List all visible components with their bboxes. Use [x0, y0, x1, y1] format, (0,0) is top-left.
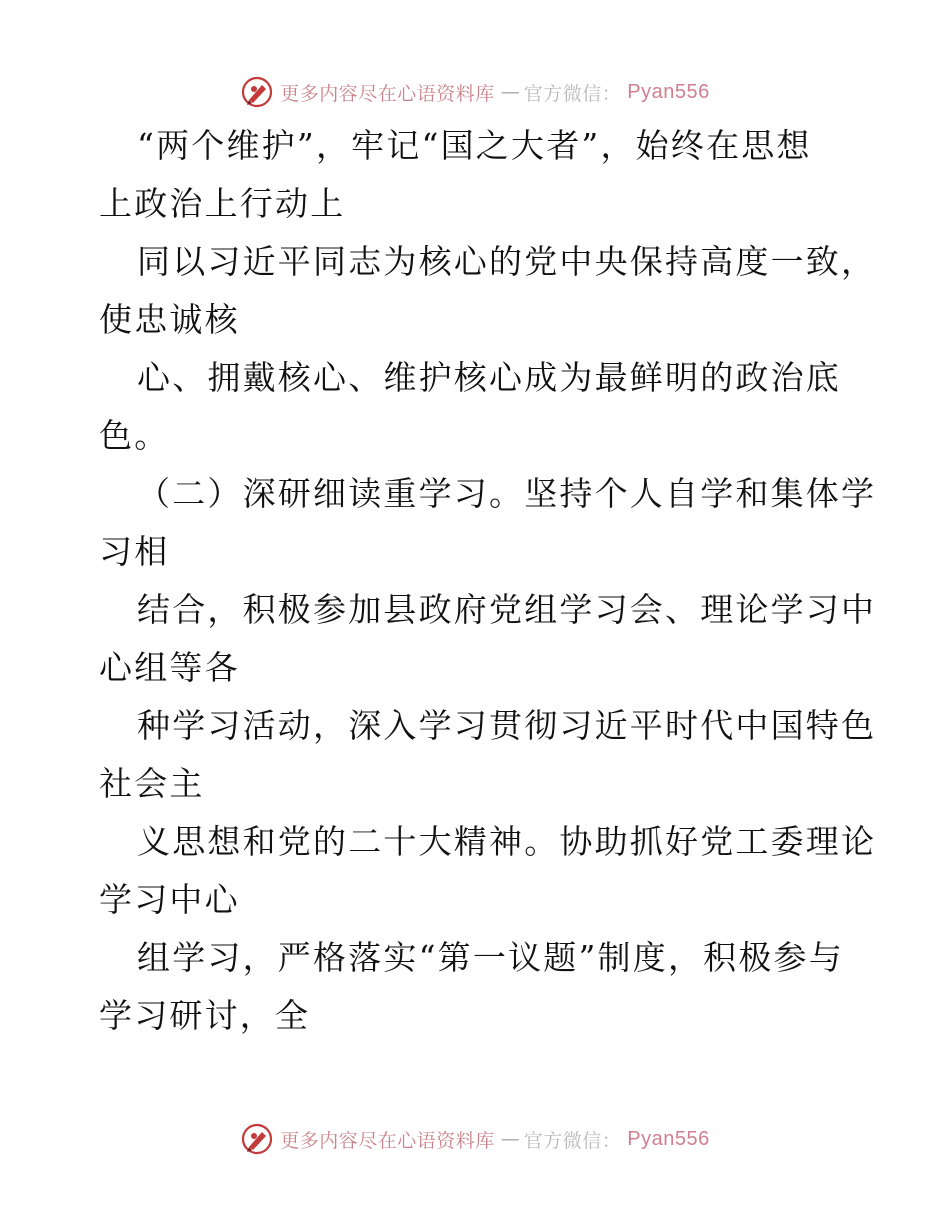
- text-line: 同以习近平同志为核心的党中央保持高度一致，: [137, 242, 877, 281]
- text-line: 组学习，严格落实“第一议题”制度，积极参与: [137, 938, 844, 977]
- watermark-dash: —: [500, 1128, 518, 1150]
- text-line: 使忠诚核: [99, 300, 240, 339]
- footer-watermark: [0, 1119, 950, 1159]
- text-line: 色。: [99, 416, 170, 455]
- pen-logo-icon: [240, 75, 274, 109]
- pen-logo-icon: [240, 1122, 274, 1156]
- text-line: 义思想和党的二十大精神。协助抓好党工委理论: [137, 822, 877, 861]
- watermark-wechat-id: Pyan556: [627, 80, 710, 103]
- text-line: “两个维护”，牢记“国之大者”，始终在思想: [137, 126, 812, 165]
- watermark-site-text: 更多内容尽在心语资料库: [280, 82, 495, 105]
- text-line: 习相: [99, 532, 170, 571]
- text-line: （二）深研细读重学习。坚持个人自学和集体学: [137, 474, 877, 513]
- text-line: 心组等各: [99, 648, 240, 687]
- text-line: 种学习活动，深入学习贯彻习近平时代中国特色: [137, 706, 877, 745]
- text-line: 社会主: [99, 764, 205, 803]
- watermark-dash: —: [500, 81, 518, 103]
- text-line: 学习研讨，全: [99, 996, 311, 1035]
- watermark-wechat-label: 官方微信：: [523, 82, 622, 105]
- text-line: 学习中心: [99, 880, 240, 919]
- header-watermark: [0, 72, 950, 112]
- document-body: [99, 117, 877, 1045]
- text-line: 上政治上行动上: [99, 184, 346, 223]
- text-line: 心、拥戴核心、维护核心成为最鲜明的政治底: [137, 358, 841, 397]
- text-line: 结合，积极参加县政府党组学习会、理论学习中: [137, 590, 877, 629]
- watermark-wechat-id: Pyan556: [627, 1127, 710, 1150]
- watermark-wechat-label: 官方微信：: [523, 1129, 622, 1152]
- watermark-site-text: 更多内容尽在心语资料库: [280, 1129, 495, 1152]
